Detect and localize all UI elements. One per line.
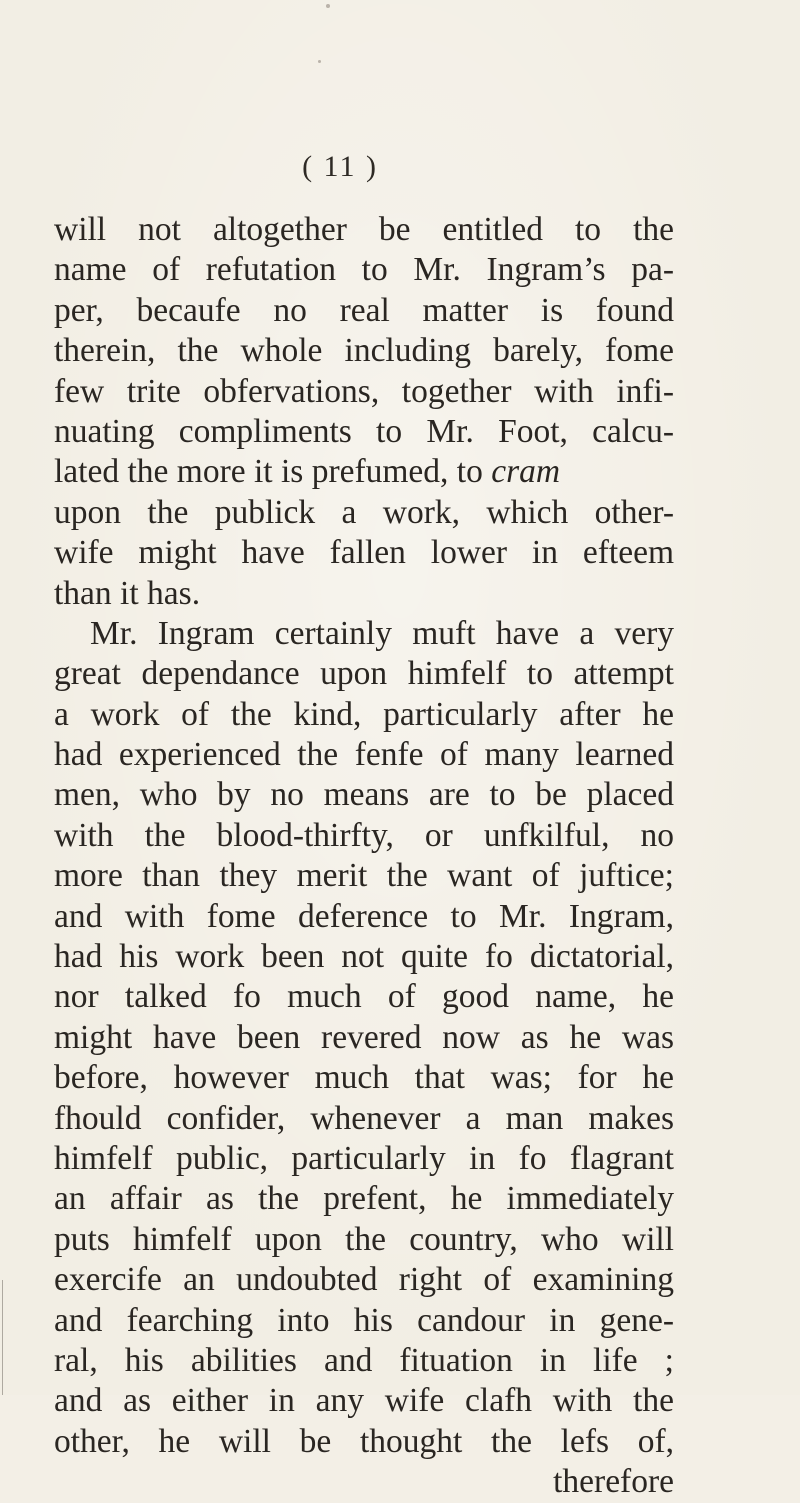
text-line: upon the publick a work, which other- — [54, 493, 674, 531]
text-line: will not altogether be entitled to the — [54, 211, 674, 248]
page-number: ( 11 ) — [302, 150, 378, 183]
text-segment: lated the more it is prefumed, to — [54, 453, 492, 491]
margin-edge-line — [2, 1280, 3, 1395]
text-line: more than they merit the want of juftice; — [54, 857, 674, 895]
text-line: himfelf public, particularly in fo flagrant — [54, 1139, 674, 1177]
text-line — [54, 452, 674, 492]
text-line: Mr. Ingram certainly muft have a very — [90, 614, 674, 652]
ink-speck — [318, 60, 321, 63]
text-line: other, he will be thought the lefs of, — [54, 1422, 674, 1460]
text-line: and fearching into his candour in gene- — [54, 1301, 674, 1339]
text-line: than it has. — [54, 574, 201, 612]
text-line: with the blood-thirfty, or unfkilful, no — [54, 816, 674, 854]
text-line: before, however much that was; for he — [54, 1059, 674, 1097]
text-line: ral, his abilities and fituation in life ; — [54, 1341, 674, 1379]
text-line: and with fome deference to Mr. Ingram, — [54, 897, 674, 935]
text-line: per, becaufe no real matter is found — [54, 291, 674, 329]
text-body — [54, 210, 674, 1503]
italic-word: cram — [491, 453, 561, 491]
text-line: might have been revered now as he was — [54, 1018, 674, 1056]
text-line: had experienced the fenfe of many learned — [54, 736, 674, 774]
text-line: therein, the whole including barely, fome — [54, 332, 674, 370]
text-line: nuating compliments to Mr. Foot, calcu- — [54, 412, 674, 450]
text-line: fhould confider, whenever a man makes — [54, 1099, 674, 1137]
text-line: and as either in any wife clafh with the — [54, 1382, 674, 1420]
text-line: exercife an undoubted right of examining — [54, 1261, 674, 1299]
ink-speck — [326, 4, 330, 8]
text-line: nor talked fo much of good name, he — [54, 978, 674, 1016]
text-line: an affair as the prefent, he immediately — [54, 1180, 674, 1218]
text-line: few trite obfervations, together with infi- — [54, 372, 674, 410]
text-line: name of refutation to Mr. Ingram’s pa- — [54, 251, 674, 289]
text-line: puts himfelf upon the country, who will — [54, 1220, 674, 1258]
text-line: wife might have fallen lower in efteem — [54, 534, 674, 572]
text-line: had his work been not quite fo dictatorial, — [54, 938, 674, 976]
text-line: great dependance upon himfelf to attempt — [54, 655, 674, 693]
text-line: a work of the kind, particularly after he — [54, 695, 674, 733]
catchword: therefore — [553, 1463, 674, 1501]
text-line: men, who by no means are to be placed — [54, 776, 674, 814]
